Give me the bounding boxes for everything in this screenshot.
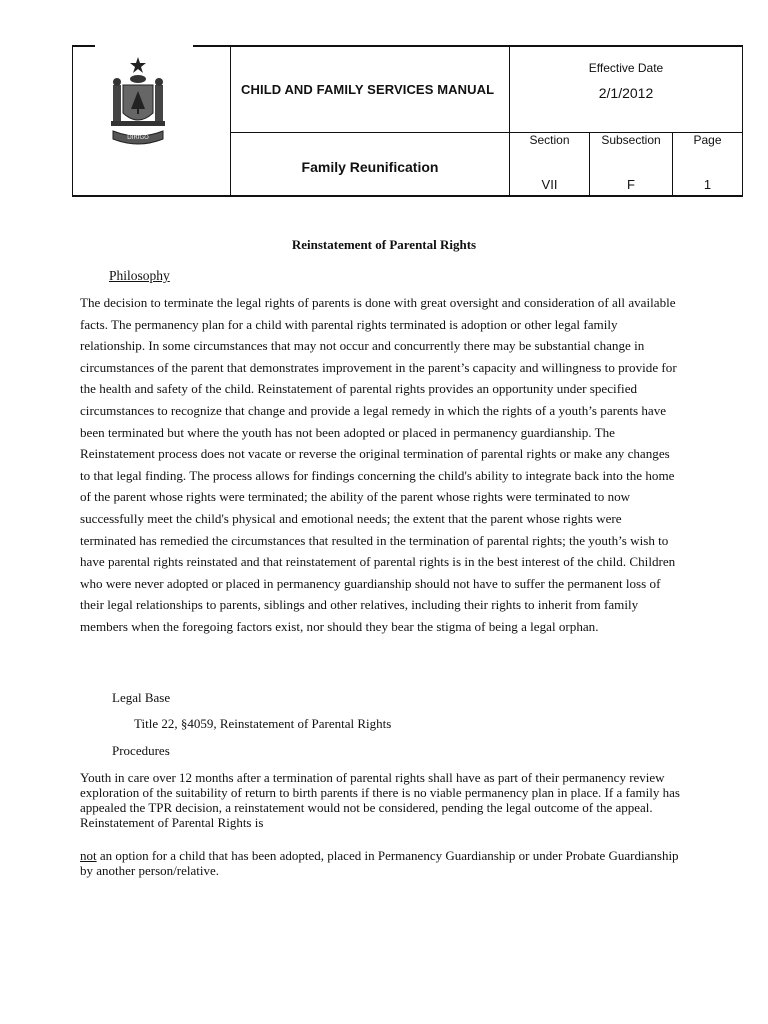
page-cell xyxy=(673,133,742,197)
legal-base-citation: Title 22, §4059, Reinstatement of Parental Rights xyxy=(134,716,392,731)
svg-text:DIRIGO: DIRIGO xyxy=(127,134,149,141)
subsection-cell xyxy=(590,133,673,197)
state-seal-icon xyxy=(103,55,173,153)
page-label: Page xyxy=(693,133,722,147)
subsection-value: F xyxy=(627,177,635,192)
procedures-text-continued: an option for a child that has been adopted, placed in Permanency Guardianship or under Probate Guardianship by another person/relative. xyxy=(80,848,679,878)
emphasis-not: not xyxy=(80,848,97,863)
page-value: 1 xyxy=(703,177,712,192)
procedures-paragraph-continued xyxy=(80,848,680,878)
procedures-paragraph: Youth in care over 12 months after a termination of parental rights shall have as part of their permanency review exploration of the suitability of return to birth parents if there is no viable permanency plan in place. If a family has appealed the TPR decision, a reinstatement would not be considered, pending the legal outcome of the appeal. Reinstatement of Parental Rights is xyxy=(80,770,680,830)
legal-base-heading: Legal Base xyxy=(112,690,171,705)
procedures-heading: Procedures xyxy=(112,743,170,758)
section-cell xyxy=(510,133,590,197)
effective-date-label: Effective Date xyxy=(588,61,664,75)
section-heading: Reinstatement of Parental Rights xyxy=(291,237,477,252)
effective-date-value: 2/1/2012 xyxy=(598,85,654,101)
philosophy-paragraph: The decision to terminate the legal rights of parents is done with great oversight and consideration of all available facts. The permanency plan for a child with parental rights terminated is adoption or other legal family relationship. In some circumstances that may not occur and concurrently there may be substantial change in circumstances of the parent that demonstrates improvement in the parent’s capacity and willingness to provide for the health and safety of the child. Reinstatement of parental rights provides an opportunity under specified circumstances to recognize that change and provide a legal remedy in which the rights of a youth’s parents have been terminated but where the youth has not been adopted or placed in permanency guardianship. The Reinstatement process does not vacate or reverse the original termination of parental rights or make any changes to that legal finding. The process allows for findings concerning the child's ability to integrate back into the home of the parent whose rights were terminated; the ability of the parent whose rights were terminated to now successfully meet the child's physical and emotional needs; the extent that the parent whose rights were terminated has remedied the circumstances that resulted in the termination of parental rights; the youth’s wish to have parental rights reinstated and that reinstatement of parental rights is in the best interest of the child. Children who were never adopted or placed in permanency guardianship should not have to suffer the permanent loss of their legal relationships to parents, siblings and other relatives, including their rights to inherit from family members when the foregoing factors exist, nor should they bear the stigma of being a legal orphan. xyxy=(80,295,677,634)
section-value: VII xyxy=(541,177,558,192)
document-header-table xyxy=(72,45,743,197)
philosophy-heading: Philosophy xyxy=(109,268,170,283)
chapter-title: Family Reunification xyxy=(231,133,510,197)
effective-date-cell xyxy=(510,47,742,133)
subsection-label: Subsection xyxy=(601,133,661,147)
section-label: Section xyxy=(529,133,570,147)
manual-title: CHILD AND FAMILY SERVICES MANUAL xyxy=(231,47,510,133)
seal-cell xyxy=(72,47,231,195)
